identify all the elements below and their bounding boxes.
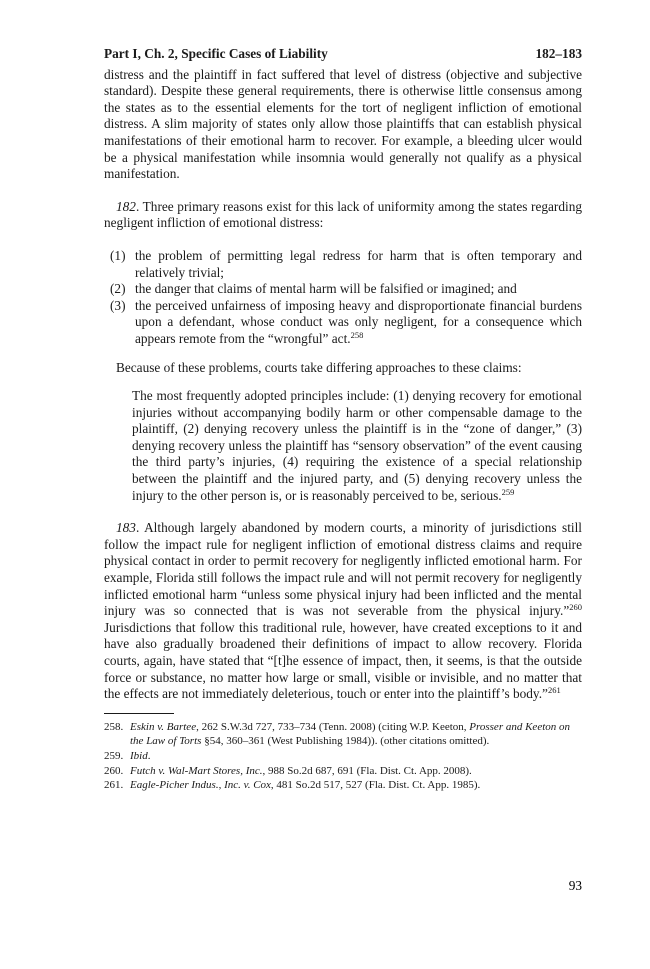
footnote <box>104 778 582 793</box>
list-item <box>110 248 582 281</box>
list-number: (1) <box>110 247 126 263</box>
citation: , 988 So.2d 687, 691 (Fla. Dist. Ct. App. 2008). <box>262 764 472 777</box>
footnote <box>104 749 582 764</box>
list-text: the perceived unfairness of imposing heavy and disproportionate financial burdens upon a defendant, whose conduct was only negligent, for a consequence which appears remote from the “wrongful” act. <box>135 297 582 346</box>
section-range: 182–183 <box>535 46 582 61</box>
book-title: Prosser and Keeton on the Law of Torts <box>130 720 571 748</box>
intro-paragraph: distress and the plaintiff in fact suffered that level of distress (objective and subjective standard). Despite these general requirements, there is otherwise little consensus among the states as to the essential elements for the tort of negligent infliction of emotional distress. A slim majority of states only allow those plaintiffs that can establish physical manifestations of their emotional harm to recover. For example, a bleeding ulcer would be a physical manifestation while insomnia would generally not qualify as a physical manifestation. <box>104 66 582 182</box>
footnote <box>104 720 582 749</box>
case-name: Futch v. Wal-Mart Stores, Inc. <box>130 764 263 777</box>
paragraph-183: 183. Although largely abandoned by modern courts, a minority of jurisdictions still follow the impact rule for negligent infliction of emotional distress claims and require physical contact in order to permit recovery for negligently inflicted emotional harm. For example, Florida still follows the impact rule and will not permit recovery for negligently inflicted emotional harm “unless some physical injury had been inflicted and the mental injury was so connected that is was not severable from the physical injury.”$^{260}$ Jurisdictions that follow this traditional rule, however, have created exceptions to it and have also gradually broadened their definitions of impact to allow recovery. Florida courts, again, have stated that “[t]he essence of impact, then, it seems, is that the outside force or substance, no matter how large or small, visible or invisible, and no matter that the effects are not immediately deleterious, touch or enter into the plaintiff’s body.”$^{261}$ <box>104 520 582 702</box>
case-name: Eskin v. Bartee <box>130 720 197 733</box>
book-page <box>104 46 582 793</box>
case-name: Ibid <box>130 749 148 762</box>
block-quote <box>132 388 582 504</box>
list-number: (2) <box>110 281 126 297</box>
citation: , 481 So.2d 517, 527 (Fla. Dist. Ct. App. 1985). <box>270 779 481 792</box>
page-number: 93 <box>568 878 582 893</box>
quote-text: The most frequently adopted principles include: (1) denying recovery for emotional injuries without accompanying bodily harm or other compensable damage to the plaintiff, (2) denying recovery unless the plaintiff is in the “zone of danger,” (3) denying recovery unless the plaintiff has “sensory observation” of the event causing the third party’s injuries, (4) requiring the existence of a special relationship between the plaintiff and the injured party, and (5) denying recovery unless the injury to the other person is, or is reasonably perceived to be, serious. <box>132 388 582 503</box>
footnote-ref[interactable]: 261 <box>547 685 561 696</box>
footnote-ref[interactable]: 258 <box>350 329 364 340</box>
footnote <box>104 764 582 779</box>
paragraph-text: Although largely abandoned by modern courts, a minority of jurisdictions still follow the impact rule for negligent infliction of emotional distress claims and require physical contact in order to permit recovery for negligently inflicted emotional harm. For example, Florida still follows the impact rule and will not permit recovery for negligently inflicted emotional harm “unless some physical injury had been inflicted and the mental injury was so connected that is was not severable from the physical injury.” <box>104 520 582 619</box>
citation: , 262 S.W.3d 727, 733–734 (Tenn. 2008) (citing W.P. Keeton, <box>196 720 470 733</box>
paragraph-text: Three primary reasons exist for this lack of uniformity among the states regarding negligent infliction of emotional distress: <box>104 198 582 231</box>
list-number: (3) <box>110 297 126 313</box>
approaches-intro: Because of these problems, courts take differing approaches to these claims: <box>116 359 522 375</box>
running-head <box>104 46 582 63</box>
list-item <box>110 298 582 348</box>
footnote-number: 260. <box>104 764 124 777</box>
footnote-number: 261. <box>104 779 124 792</box>
list-text: the danger that claims of mental harm will be falsified or imagined; and <box>135 281 517 297</box>
citation: . <box>147 749 151 762</box>
paragraph-number: 183 <box>116 520 136 536</box>
paragraph-number: 182 <box>116 198 136 214</box>
footnotes <box>104 720 582 793</box>
chapter-title: Part I, Ch. 2, Specific Cases of Liability <box>104 46 328 61</box>
paragraph-text: Jurisdictions that follow this traditional rule, however, have created exceptions to it and have also gradually broadened their definitions of impact to allow recovery. Florida courts, again, have stated that “[t]he essence of impact, then, it seems, is that the outside force or substance, no matter how large or small, visible or invisible, and no matter that the effects are not immediately deleterious, touch or enter into the plaintiff’s body.” <box>104 619 582 702</box>
reasons-list <box>104 248 582 348</box>
case-name: Eagle-Picher Indus., Inc. v. Cox <box>130 779 271 792</box>
footnote-ref[interactable]: 260 <box>569 602 582 613</box>
list-text: the problem of permitting legal redress for harm that is often temporary and relatively trivial; <box>135 247 582 280</box>
list-item <box>110 281 582 298</box>
footnote-divider <box>104 713 174 714</box>
footnote-number: 258. <box>104 720 124 733</box>
citation-tail: §54, 360–361 (West Publishing 1984)). (other citations omitted). <box>201 735 490 748</box>
paragraph-182: 182. Three primary reasons exist for this lack of uniformity among the states regarding negligent infliction of emotional distress: <box>104 198 582 231</box>
footnote-number: 259. <box>104 749 124 762</box>
footnote-ref[interactable]: 259 <box>501 486 515 497</box>
